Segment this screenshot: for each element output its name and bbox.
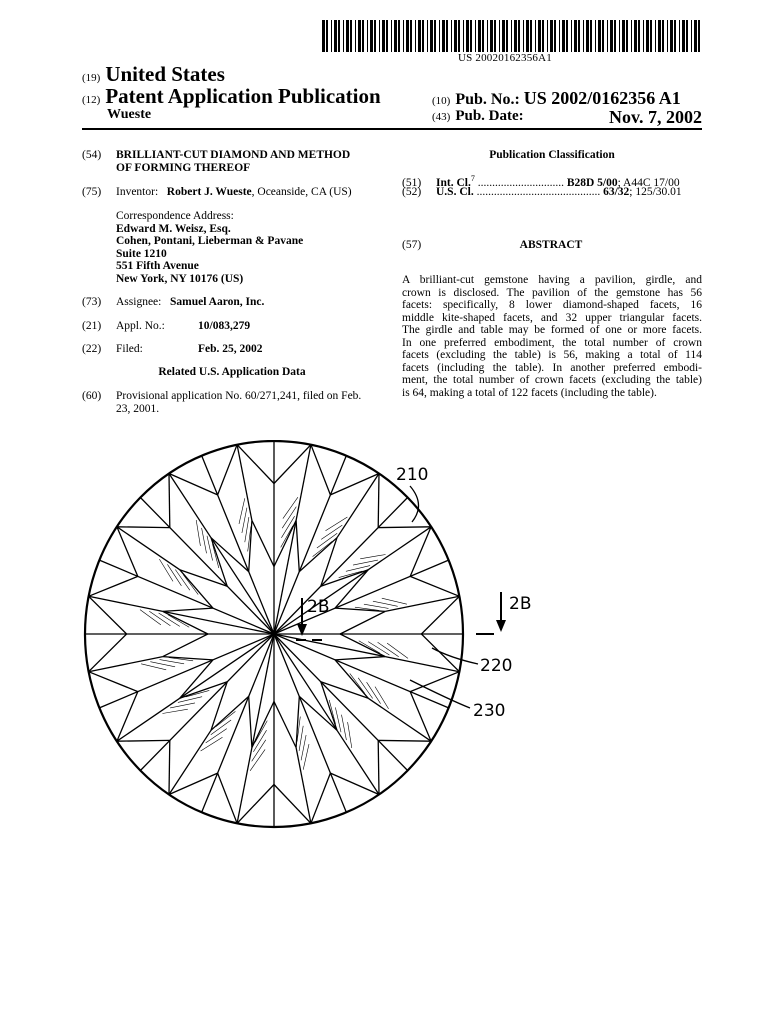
abstract-text: A brilliant-cut gemstone having a pavilion, girdle, and crown is disclosed. The pavilion of the gemstone has 56 facets: specifically, 8 lower diamond-shaped facets, 16 middle kite-shaped facets, and 32 upper triangular facets. The girdle and table may be formed of one or more facets. In one preferred embodiment, the total number of crown facets (excluding the table) is 56, making a total of 114 facets (including the table). In another preferred embodi- ment, the total number of crown facets (excluding the table) is 64, making a total of 122 facets (including the table). bbox=[402, 274, 702, 399]
classification-heading: Publication Classification bbox=[489, 149, 615, 161]
label-220: 220 bbox=[480, 656, 513, 676]
header-rule bbox=[82, 128, 702, 130]
label-230: 230 bbox=[473, 701, 506, 721]
abstract-heading: (57) ABSTRACT bbox=[402, 239, 583, 251]
assignee-field: (73) Assignee: Samuel Aaron, Inc. bbox=[82, 296, 265, 308]
publication-date-value: Nov. 7, 2002 bbox=[608, 107, 702, 127]
country-heading: (19) United States bbox=[82, 62, 225, 86]
int-class-field: (51) Int. Cl.$^7$ .............................. B28D 5/00; A44C 17/00 bbox=[402, 174, 680, 189]
label-2b-inner: 2B bbox=[307, 597, 330, 617]
application-number-field: (21) Appl. No.: 10/083,279 bbox=[82, 320, 251, 332]
publication-number: (10) Pub. No.: US 2002/0162356 A1 bbox=[432, 88, 681, 108]
correspondence-address: Correspondence Address: Edward M. Weisz, Esq. Cohen, Pontani, Lieberman & Pavane Suite 1210 551 Fifth Avenue New York, NY 10176 (US) bbox=[116, 210, 304, 285]
section-arrow-outer bbox=[476, 592, 506, 634]
inventor-short-name: Wueste bbox=[107, 107, 152, 122]
us-class-field: (52) U.S. Cl. ........................................... 63/32; 125/30.01 bbox=[402, 186, 682, 198]
label-210: 210 bbox=[396, 465, 429, 485]
publication-date: (43) Pub. Date: Nov. 7, 2002 bbox=[432, 107, 702, 127]
diamond-figure bbox=[0, 440, 768, 870]
publication-type-heading: (12) Patent Application Publication bbox=[82, 84, 381, 108]
leader-220 bbox=[432, 648, 478, 664]
barcode bbox=[322, 20, 704, 52]
label-2b-outer: 2B bbox=[509, 594, 532, 614]
related-data-heading: Related U.S. Application Data bbox=[158, 366, 306, 378]
barcode-number: US 20020162356A1 bbox=[458, 52, 552, 64]
inventor-field: (75) Inventor: Robert J. Wueste, Oceanside, CA (US) bbox=[82, 186, 352, 198]
diamond-center-point bbox=[271, 630, 277, 636]
filed-field: (22) Filed: Feb. 25, 2002 bbox=[82, 343, 263, 355]
title-field: (54) BRILLIANT-CUT DIAMOND AND METHOD OF FORMING THEREOF bbox=[82, 149, 351, 174]
provisional-field: (60) Provisional application No. 60/271,241, filed on Feb. 23, 2001. bbox=[82, 390, 362, 415]
